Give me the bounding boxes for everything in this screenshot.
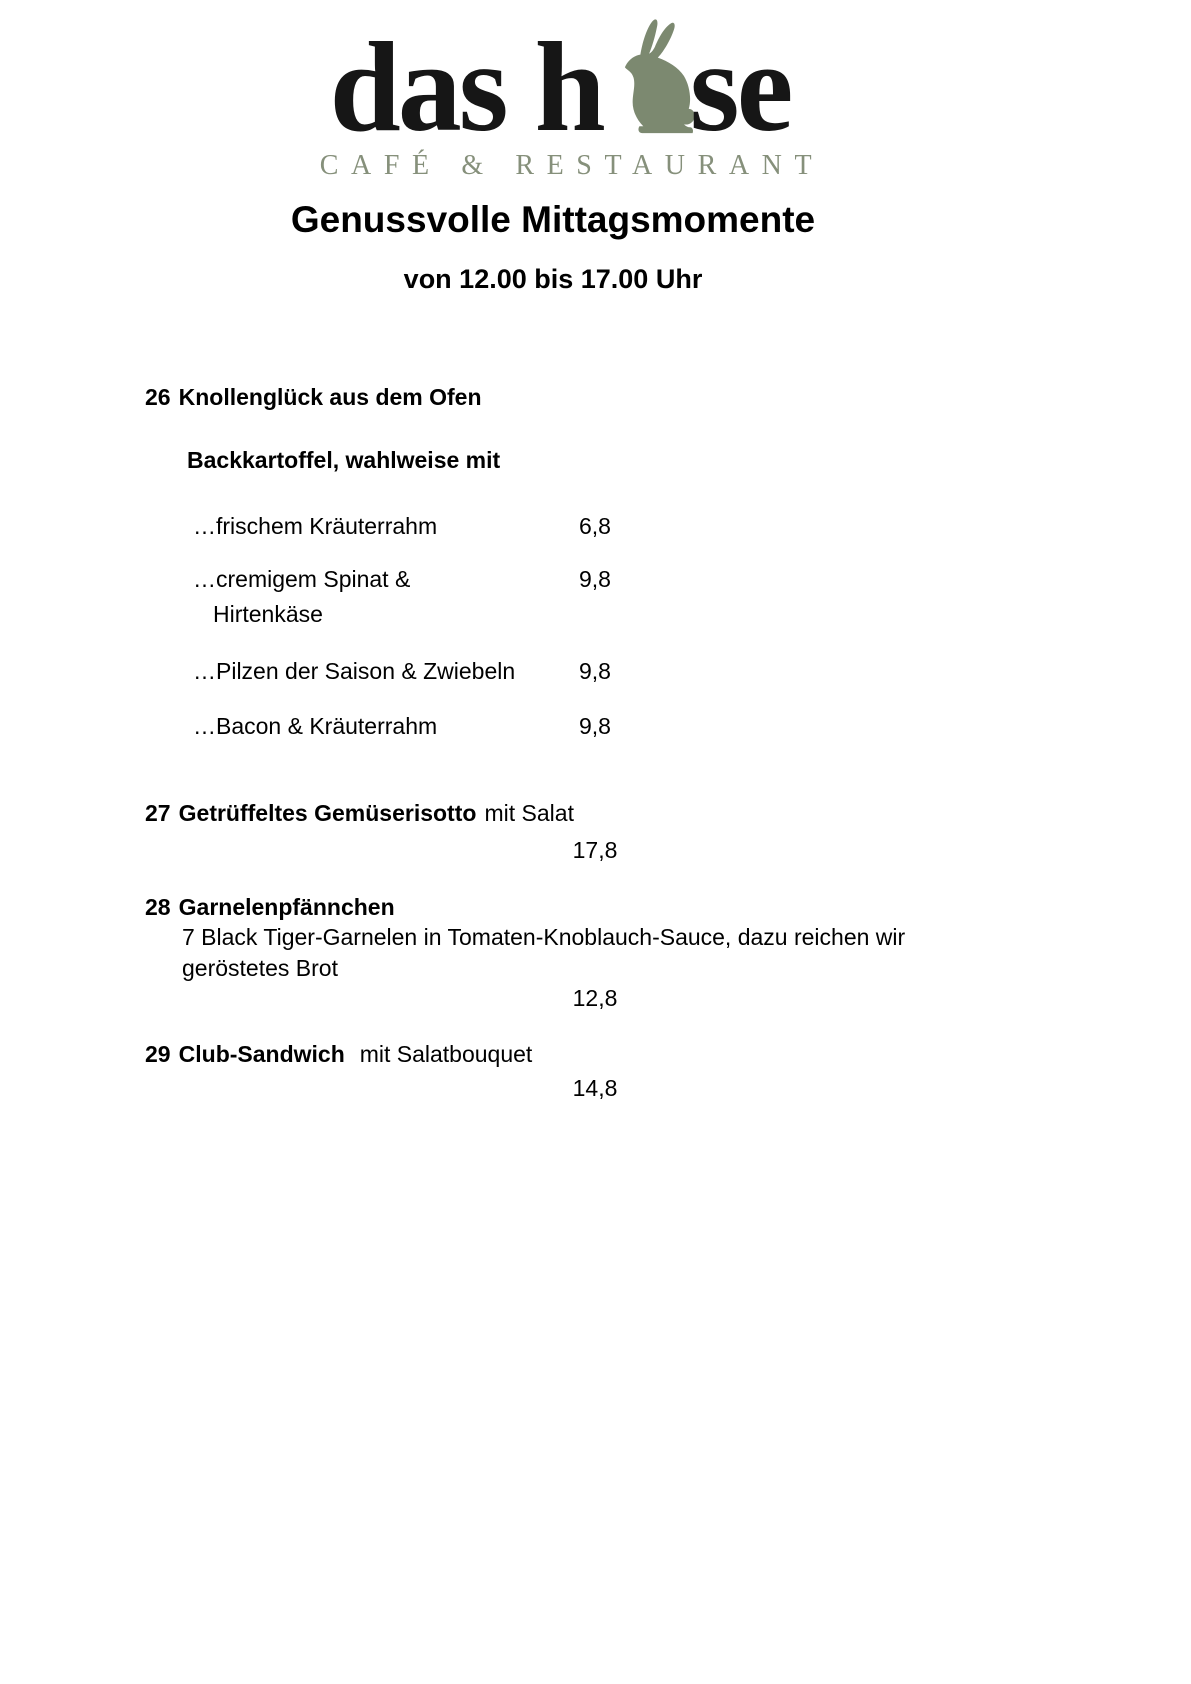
item-number: 28 [145, 894, 171, 920]
item-number: 27 [145, 800, 171, 826]
item-title: Club-Sandwich [178, 1041, 345, 1067]
option-price: 9,8 [579, 566, 611, 592]
description-line: 7 Black Tiger-Garnelen in Tomaten-Knoblauch-Sauce, dazu reichen wir [182, 924, 906, 950]
item-suffix: mit Salat [484, 800, 574, 826]
item-26-title-row [145, 384, 482, 412]
item-title: Garnelenpfännchen [178, 894, 395, 920]
description-line: geröstetes Brot [182, 955, 338, 981]
item-title: Knollenglück aus dem Ofen [178, 384, 482, 410]
item-number: 26 [145, 384, 171, 410]
option-row [193, 709, 773, 744]
rabbit-icon [601, 15, 698, 135]
rabbit-icon-shape [625, 20, 695, 134]
item-28-description [182, 922, 905, 984]
option-price: 6,8 [579, 513, 611, 539]
item-title: Getrüffeltes Gemüserisotto [178, 800, 477, 826]
item-28-price: 12,8 [572, 985, 618, 1011]
option-label: …Bacon & Kräuterrahm [193, 713, 438, 739]
restaurant-logo [330, 14, 791, 161]
option-label: …cremigem Spinat & [193, 566, 411, 592]
menu-hours: von 12.00 bis 17.00 Uhr [403, 264, 703, 294]
logo-text-suffix: se [689, 16, 791, 158]
item-29-title-row [145, 1041, 532, 1069]
option-label: …Pilzen der Saison & Zwiebeln [193, 658, 516, 684]
item-28-title-row [145, 894, 395, 922]
option-label-line2: Hirtenkäse [213, 601, 323, 627]
item-number: 29 [145, 1041, 171, 1067]
item-26-subheading: Backkartoffel, wahlweise mit [187, 447, 501, 473]
logo-text-prefix: das h [329, 16, 603, 158]
item-suffix: mit Salatbouquet [359, 1041, 533, 1067]
logo-tagline: CAFÉ & RESTAURANT [319, 150, 825, 181]
item-29-price: 14,8 [572, 1075, 618, 1101]
option-price: 9,8 [579, 713, 611, 739]
option-label: …frischem Kräuterrahm [193, 513, 438, 539]
menu-title: Genussvolle Mittagsmomente [290, 199, 816, 240]
option-row [193, 654, 773, 689]
option-row [193, 562, 773, 632]
option-price: 9,8 [579, 658, 611, 684]
item-27-title-row [145, 800, 574, 828]
item-27-price: 17,8 [572, 837, 618, 863]
option-row [193, 509, 773, 544]
